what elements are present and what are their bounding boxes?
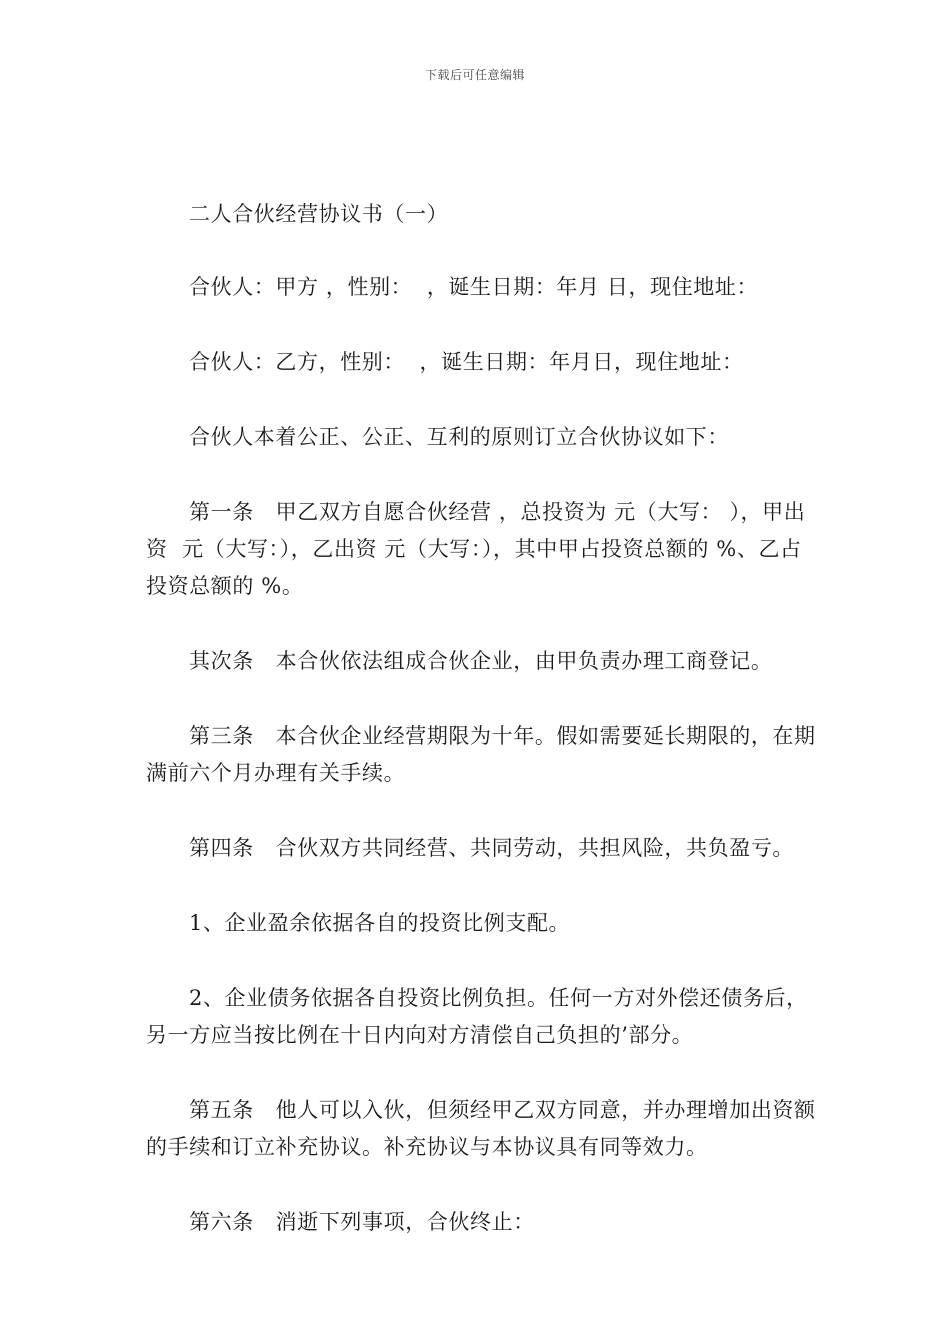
paragraph-article-4-item-1: 1、企业盈余依据各自的投资比例支配。 xyxy=(189,911,571,935)
header-note: 下载后可任意编辑 xyxy=(424,68,525,82)
paragraph-article-4-item-2: 2、企业债务依据各自投资比例负担。任何一方对外偿还债务后，另一方应当按比例在十日内向对方清偿自己负担的’部分。 xyxy=(146,986,808,1047)
document-body xyxy=(146,196,816,1279)
document-title: 二人合伙经营协议书（一） xyxy=(189,202,449,226)
paragraph-article-2: 其次条 本合伙依法组成合伙企业，由甲负责办理工商登记。 xyxy=(189,649,773,673)
paragraph-partner-b: 合伙人：乙方，性别： ，诞生日期：年月日，现住地址： xyxy=(189,350,744,374)
paragraph-article-5: 第五条 他人可以入伙，但须经甲乙双方同意，并办理增加出资额的手续和订立补充协议。补充协议与本协议具有同等效力。 xyxy=(146,1098,816,1159)
paragraph-article-3: 第三条 本合伙企业经营期限为十年。假如需要延长期限的，在期满前六个月办理有关手续。 xyxy=(146,724,816,785)
paragraph-principle: 合伙人本着公正、公正、互利的原则订立合伙协议如下： xyxy=(189,425,729,449)
paragraph-article-6: 第六条 消逝下列事项，合伙终止： xyxy=(189,1210,535,1234)
paragraph-partner-a: 合伙人：甲方 ，性别： ，诞生日期：年月 日，现住地址： xyxy=(189,275,759,299)
paragraph-article-1: 第一条 甲乙双方自愿合伙经营 ，总投资为 元（大写： ），甲出资 元（大写：），乙出资 元（大写：），其中甲占投资总额的 %、乙占投资总额的 %。 xyxy=(146,500,806,598)
paragraph-article-4: 第四条 合伙双方共同经营、共同劳动，共担风险，共负盈亏。 xyxy=(189,836,795,860)
